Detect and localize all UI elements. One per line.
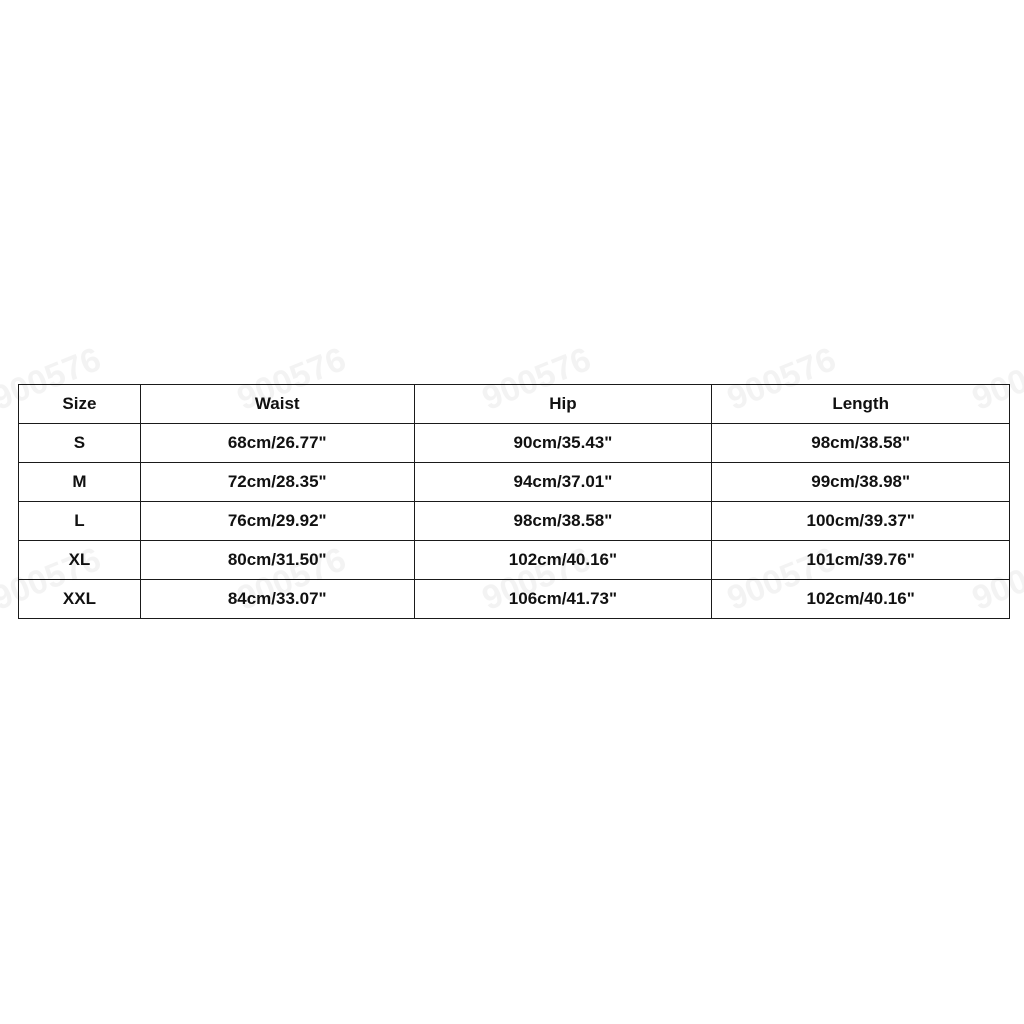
cell-size: M (19, 463, 141, 502)
table-header-row (19, 385, 1010, 424)
cell-hip: 102cm/40.16" (414, 541, 712, 580)
header-size: Size (19, 385, 141, 424)
cell-size: L (19, 502, 141, 541)
cell-hip: 94cm/37.01" (414, 463, 712, 502)
table-row (19, 463, 1010, 502)
cell-waist: 68cm/26.77" (140, 424, 414, 463)
cell-size: XL (19, 541, 141, 580)
cell-waist: 84cm/33.07" (140, 580, 414, 619)
cell-waist: 72cm/28.35" (140, 463, 414, 502)
cell-hip: 98cm/38.58" (414, 502, 712, 541)
cell-size: S (19, 424, 141, 463)
cell-length: 100cm/39.37" (712, 502, 1010, 541)
cell-length: 102cm/40.16" (712, 580, 1010, 619)
cell-length: 99cm/38.98" (712, 463, 1010, 502)
header-length: Length (712, 385, 1010, 424)
header-hip: Hip (414, 385, 712, 424)
cell-length: 98cm/38.58" (712, 424, 1010, 463)
cell-hip: 90cm/35.43" (414, 424, 712, 463)
size-chart-table (18, 384, 1010, 619)
table-row (19, 580, 1010, 619)
cell-size: XXL (19, 580, 141, 619)
table-row (19, 424, 1010, 463)
cell-hip: 106cm/41.73" (414, 580, 712, 619)
cell-waist: 80cm/31.50" (140, 541, 414, 580)
table-row (19, 541, 1010, 580)
cell-length: 101cm/39.76" (712, 541, 1010, 580)
table-row (19, 502, 1010, 541)
header-waist: Waist (140, 385, 414, 424)
cell-waist: 76cm/29.92" (140, 502, 414, 541)
